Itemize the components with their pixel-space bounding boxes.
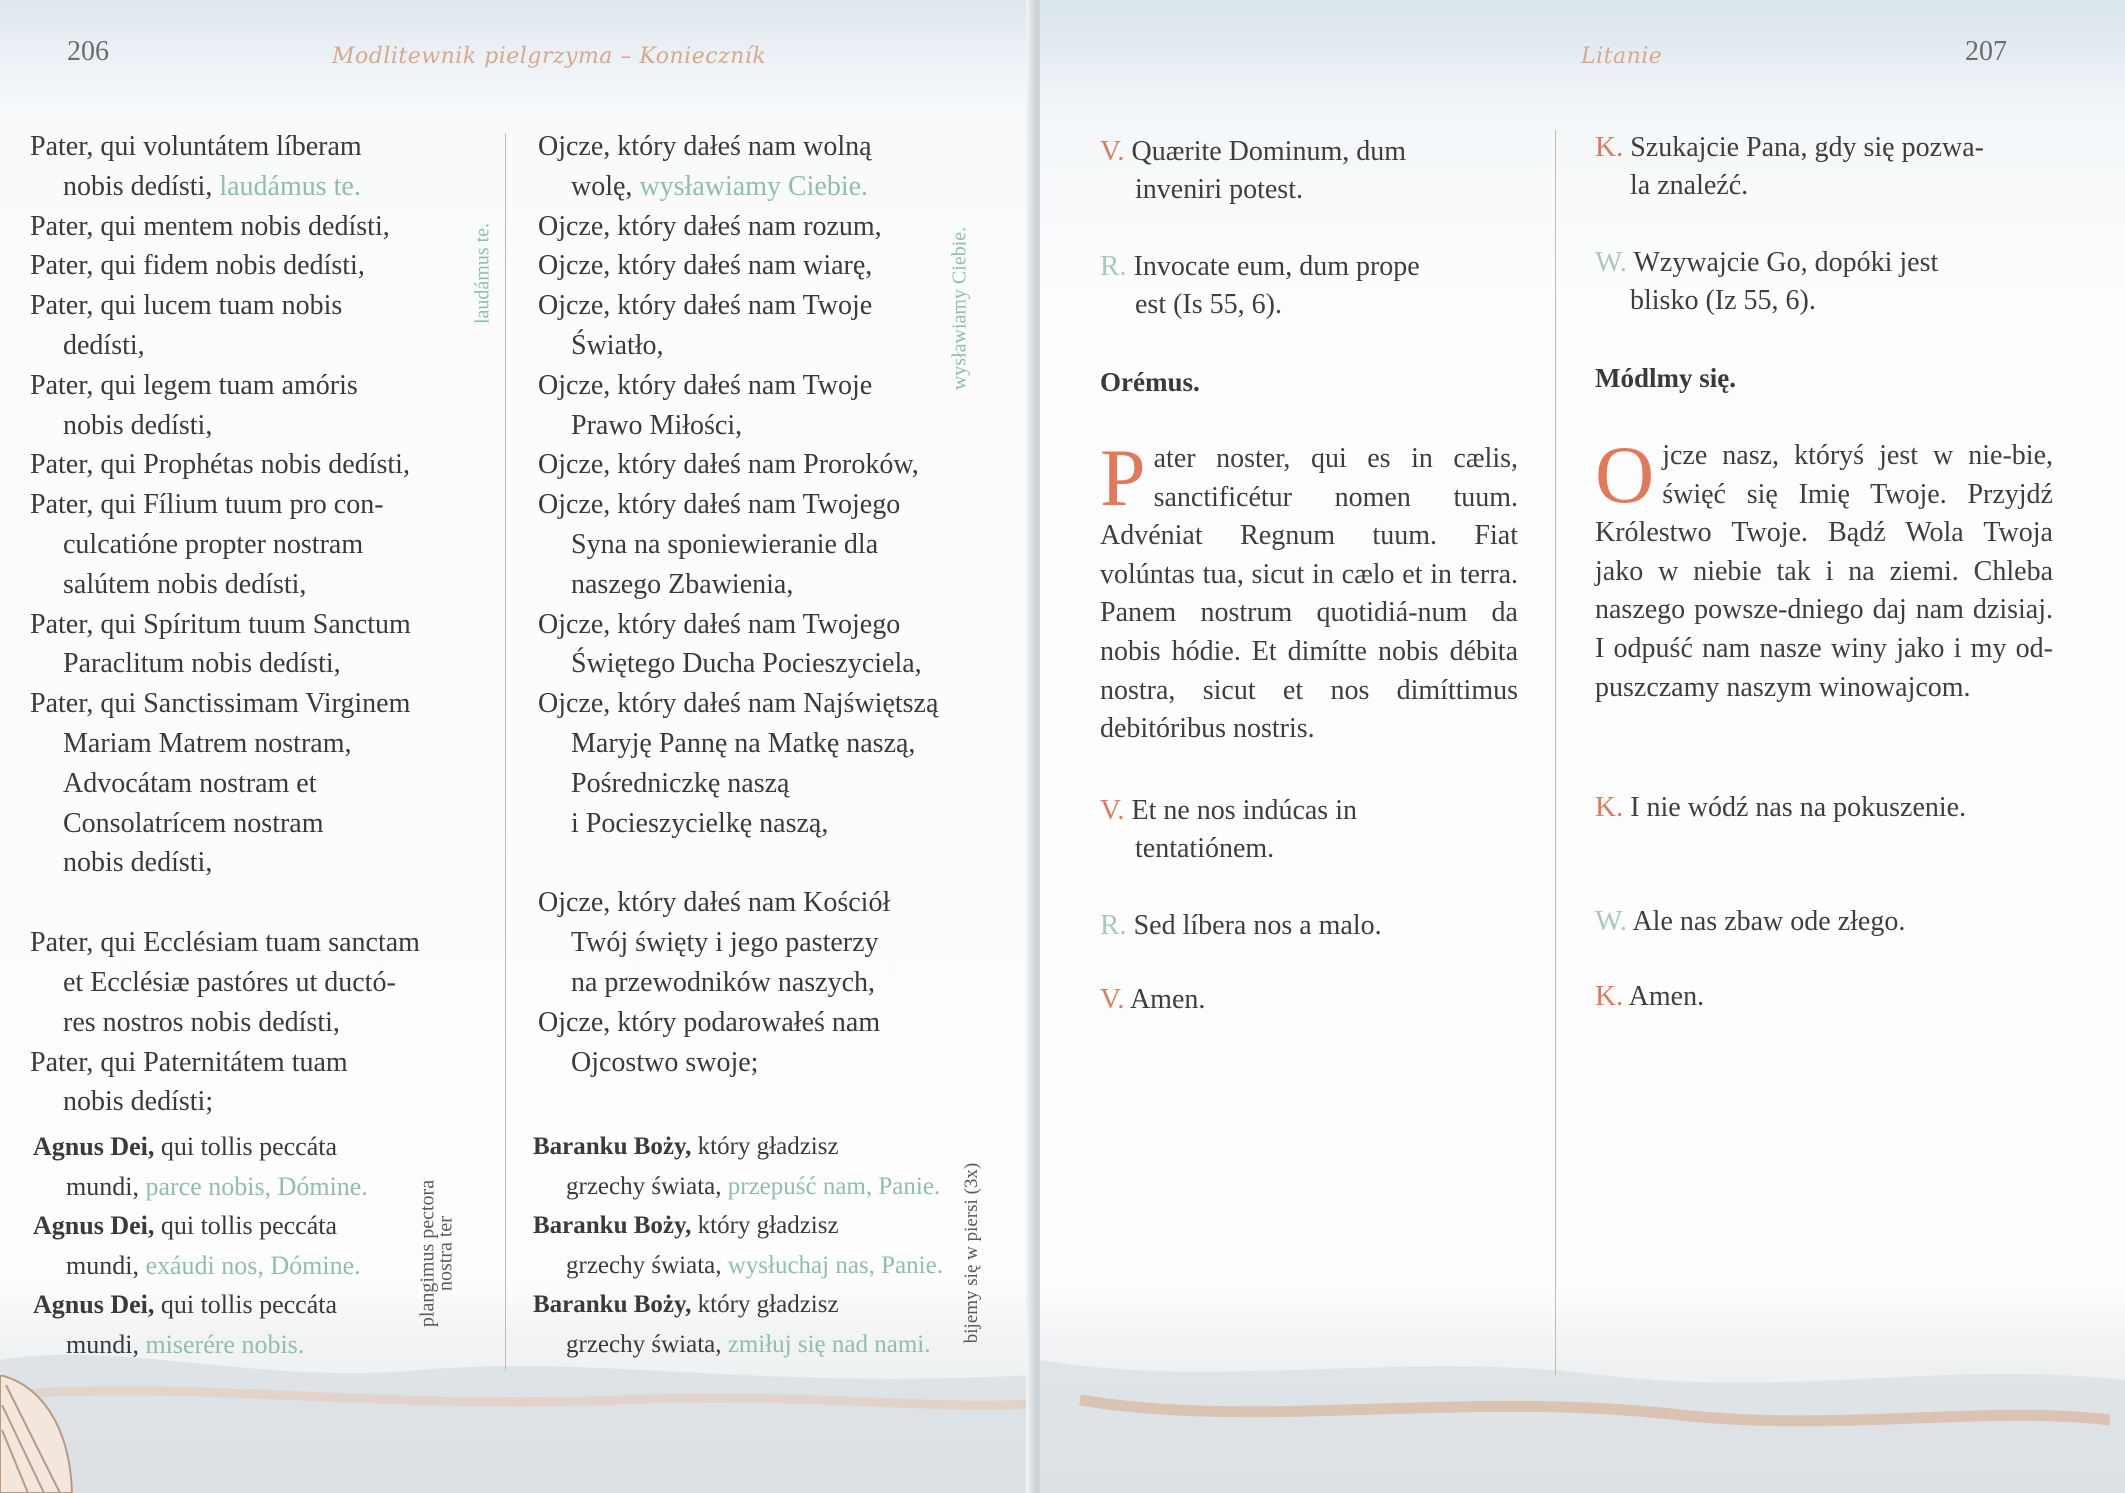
latin-versicle-1: V. Quærite Dominum, dum inveniri potest. bbox=[1100, 135, 1407, 205]
agnus-invocation: Baranku Boży, który gładzisz grzechy świata, zmiłuj się nad nami. bbox=[533, 1291, 931, 1358]
latin-invocation: Pater, qui Ecclésiam tuam sanctam et Ecclésiæ pastóres ut ductó- res nostros nobis dedísti, bbox=[30, 927, 420, 1038]
polish-versicle-3: K. Amen. bbox=[1595, 980, 1705, 1012]
modlmy-sie-heading: Módlmy się. bbox=[1595, 363, 1736, 393]
right-page bbox=[1040, 0, 2125, 1493]
agnus-latin-side-1: plangimus pectora bbox=[416, 1179, 439, 1328]
polish-invocation: Ojcze, który dałeś nam rozum, bbox=[538, 210, 882, 242]
agnus-invocation: Baranku Boży, który gładzisz grzechy świata, przepuść nam, Panie. bbox=[533, 1133, 941, 1200]
response-text: wysłuchaj nas, Panie. bbox=[727, 1251, 943, 1279]
response-text: wysławiamy Ciebie. bbox=[639, 170, 869, 202]
agnus-invocation: Agnus Dei, qui tollis peccáta mundi, exáudi nos, Dómine. bbox=[33, 1211, 361, 1280]
shell-icon bbox=[0, 1375, 80, 1493]
latin-side-note: laudámus te. bbox=[471, 222, 494, 325]
polish-versicle-2: K. I nie wódź nas na pokuszenie. bbox=[1595, 791, 1967, 823]
polish-invocation: Ojcze, który dałeś nam Twoje Światło, bbox=[538, 290, 873, 361]
running-head: Litanie bbox=[1581, 44, 1663, 69]
polish-invocation: Ojcze, który dałeś nam Najświętszą Maryję Pannę na Matkę naszą, Pośredniczkę naszą i Pocieszycielkę naszą, bbox=[538, 688, 939, 839]
response-text: parce nobis, Dómine. bbox=[145, 1171, 368, 1201]
latin-invocation: Pater, qui fidem nobis dedísti, bbox=[30, 250, 365, 282]
latin-pater-noster: Pater noster, qui es in cælis, sanctificétur nomen tuum. Advéniat Regnum tuum. Fiat volúntas tua, sicut in cælo et in terra. Panem nostrum quotidiá-num da nobis hódie. Et dimítte nobis débita nostra, sicut et nos dimíttimus debitóribus nostris. bbox=[1100, 432, 1518, 745]
latin-response-2: R. Sed líbera nos a malo. bbox=[1100, 909, 1382, 941]
polish-invocation: Ojcze, który dałeś nam wolną wolę, wysławiamy Ciebie. bbox=[538, 131, 872, 202]
polish-invocation: Ojcze, który dałeś nam Proroków, bbox=[538, 449, 919, 481]
polish-ojcze-nasz: Ojcze nasz, któryś jest w nie-bie, święć się Imię Twoje. Przyjdź Królestwo Twoje. Bądź Wola Twoja jako w niebie tak i na ziemi. Chleba naszego powsze-dniego daj nam dzisiaj. I odpuść nam nasze winy jako i my od-puszczamy naszym winowajcom. bbox=[1595, 429, 2053, 703]
latin-invocation: Pater, qui lucem tuam nobis dedísti, bbox=[30, 290, 343, 361]
polish-invocation: Ojcze, który podarowałeś nam Ojcostwo swoje; bbox=[538, 1006, 881, 1078]
response-text: zmiłuj się nad nami. bbox=[727, 1330, 931, 1358]
latin-invocation: Pater, qui Spíritum tuum Sanctum Paraclitum nobis dedísti, bbox=[30, 608, 411, 680]
latin-invocation: Pater, qui Prophétas nobis dedísti, bbox=[30, 449, 410, 481]
response-text: miserére nobis. bbox=[145, 1329, 305, 1359]
agnus-dei-latin bbox=[33, 1127, 433, 1365]
drop-cap: P bbox=[1100, 432, 1146, 523]
running-head: Modlitewnik pielgrzyma – Konieczník bbox=[332, 44, 767, 69]
page-number: 206 bbox=[67, 36, 109, 67]
left-page bbox=[0, 0, 1035, 1493]
latin-invocation: Pater, qui Paternitátem tuam nobis dedísti; bbox=[30, 1046, 348, 1118]
latin-invocation: Pater, qui legem tuam amóris nobis dedísti, bbox=[30, 369, 358, 441]
oremus-heading: Orémus. bbox=[1100, 367, 1200, 397]
polish-invocation: Ojcze, który dałeś nam Twoje Prawo Miłości, bbox=[538, 369, 873, 441]
latin-versicle-3: V. Amen. bbox=[1100, 983, 1206, 1015]
polish-versicle-1: K. Szukajcie Pana, gdy się pozwa- la znaleźć. bbox=[1595, 131, 1984, 201]
latin-versicle-2: V. Et ne nos indúcas in tentatiónem. bbox=[1100, 794, 1357, 864]
polish-invocation: Ojcze, który dałeś nam wiarę, bbox=[538, 250, 873, 282]
column-divider bbox=[505, 133, 506, 1371]
response-text: laudámus te. bbox=[219, 170, 361, 202]
agnus-invocation: Agnus Dei, qui tollis peccáta mundi, miserére nobis. bbox=[33, 1290, 338, 1359]
polish-response-2: W. Ale nas zbaw ode złego. bbox=[1595, 905, 1906, 937]
agnus-invocation: Agnus Dei, qui tollis peccáta mundi, parce nobis, Dómine. bbox=[33, 1132, 368, 1201]
bottom-watercolor-wash bbox=[1040, 1320, 2125, 1493]
polish-response-1: W. Wzywajcie Go, dopóki jest blisko (Iz 55, 6). bbox=[1595, 246, 1939, 316]
polish-invocation: Ojcze, który dałeś nam Twojego Świętego Ducha Pocieszyciela, bbox=[538, 608, 922, 680]
drop-cap: O bbox=[1595, 429, 1655, 520]
latin-invocation: Pater, qui Sanctissimam Virginem Mariam Matrem nostram, Advocátam nostram et Consolatrícem nostram nobis dedísti, bbox=[30, 688, 411, 879]
polish-invocation: Ojcze, który dałeś nam Kościół Twój święty i jego pasterzy na przewodników naszych, bbox=[538, 887, 891, 998]
latin-litany-column bbox=[30, 127, 470, 1122]
response-label: R. bbox=[1100, 250, 1127, 282]
column-divider bbox=[1555, 130, 1556, 1375]
page-number: 207 bbox=[1965, 36, 2007, 67]
agnus-polish-side: bijemy się w piersi (3x) bbox=[961, 1162, 982, 1344]
response-text: exáudi nos, Dómine. bbox=[145, 1250, 361, 1280]
polish-side-note: wysławiamy Ciebie. bbox=[948, 226, 971, 391]
latin-invocation: Pater, qui mentem nobis dedísti, bbox=[30, 210, 390, 242]
polish-invocation: Ojcze, który dałeś nam Twojego Syna na sponiewieranie dla naszego Zbawienia, bbox=[538, 489, 901, 600]
agnus-dei-polish bbox=[533, 1127, 953, 1365]
response-text: przepuść nam, Panie. bbox=[727, 1172, 941, 1200]
latin-invocation: Pater, qui Fílium tuum pro con- culcatióne propter nostram salútem nobis dedísti, bbox=[30, 489, 384, 600]
agnus-latin-side-2: nostra ter bbox=[434, 1216, 457, 1291]
polish-litany-column bbox=[538, 127, 998, 1082]
versicle-label: V. bbox=[1100, 135, 1125, 167]
latin-invocation: Pater, qui voluntátem líberam nobis dedísti, laudámus te. bbox=[30, 131, 362, 202]
agnus-invocation: Baranku Boży, który gładzisz grzechy świata, wysłuchaj nas, Panie. bbox=[533, 1212, 943, 1279]
latin-response-1: R. Invocate eum, dum prope est (Is 55, 6). bbox=[1100, 250, 1420, 320]
